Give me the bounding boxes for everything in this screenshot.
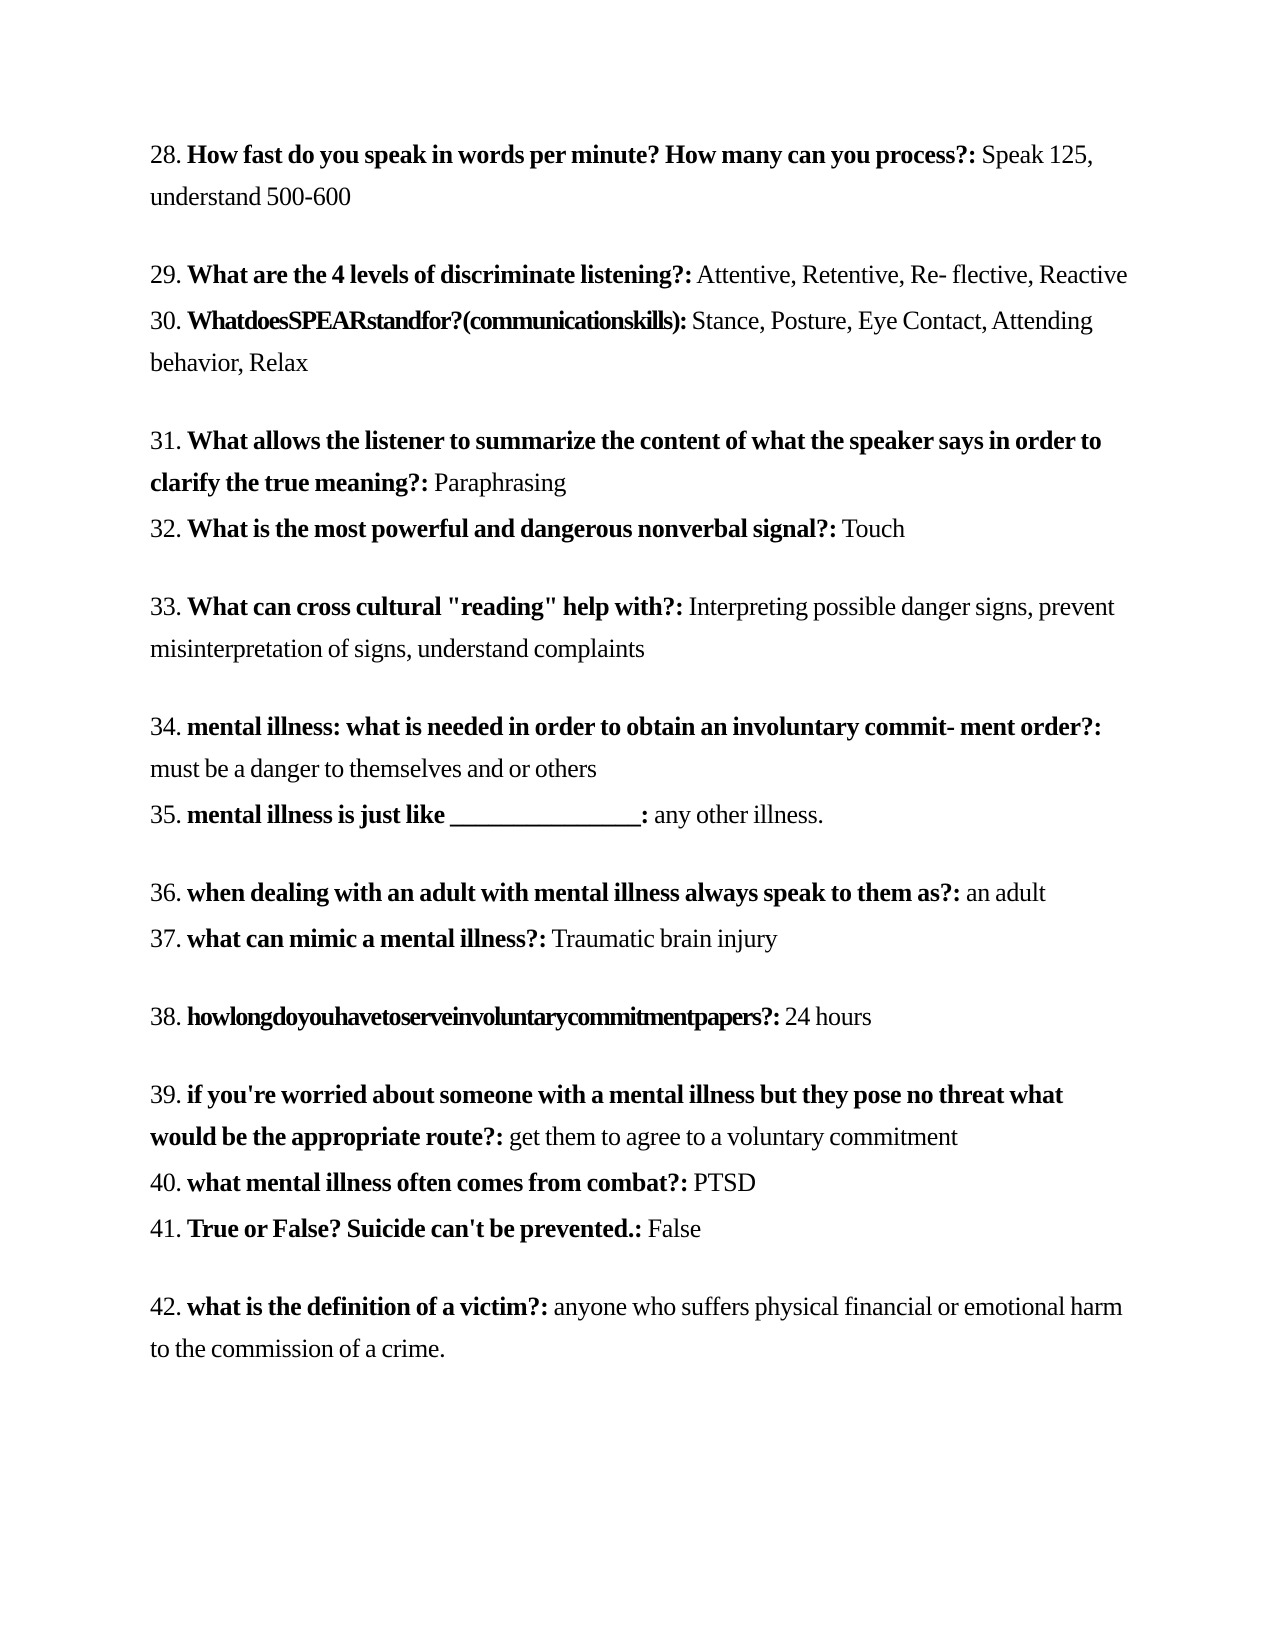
question-text: True or False? Suicide can't be prevented.: [186,1214,643,1243]
answer-text: False [647,1214,701,1243]
answer-text: 24 hours [784,1002,872,1031]
answer-text: Attentive, Retentive, Re- flective, Reactive [696,260,1128,289]
qa-item [150,134,1130,218]
answer-text: get them to agree to a voluntary commitment [508,1122,958,1151]
question-text: how long do you have to serve involuntary commitment papers?: [186,1002,780,1031]
question-number: 35. [150,800,182,829]
question-number: 34. [150,712,182,741]
question-text: What does SPEAR stand for? (communication skills): [186,306,687,335]
answer-text: an adult [965,878,1046,907]
answer-text: Stance, Posture, Eye Contact, Attending behavior, Relax [150,306,1093,377]
qa-item [150,1074,1130,1158]
question-number: 41. [150,1214,182,1243]
qa-item [150,1286,1130,1370]
qa-item [150,1162,1130,1204]
answer-text: must be a danger to themselves and or others [150,754,597,783]
question-number: 31. [150,426,182,455]
answer-text: Traumatic brain injury [551,924,778,953]
question-number: 39. [150,1080,182,1109]
qa-item [150,300,1130,384]
answer-text: Interpreting possible danger signs, prevent misinterpretation of signs, understand complaints [150,592,1115,663]
qa-item [150,996,1130,1038]
question-number: 42. [150,1292,182,1321]
question-text: What allows the listener to summarize the content of what the speaker says in order to clarify the true meaning?: [150,426,1102,497]
question-number: 37. [150,924,182,953]
answer-text: Touch [841,514,905,543]
question-text: What can cross cultural "reading" help with?: [186,592,684,621]
answer-text: Paraphrasing [433,468,567,497]
question-number: 32. [150,514,182,543]
question-text: when dealing with an adult with mental illness always speak to them as?: [186,878,961,907]
question-text: what can mimic a mental illness?: [186,924,547,953]
question-text: mental illness is just like _______________: [186,800,649,829]
question-text: what is the definition of a victim?: [186,1292,549,1321]
question-number: 33. [150,592,182,621]
question-text: what mental illness often comes from combat?: [186,1168,689,1197]
question-text: What is the most powerful and dangerous nonverbal signal?: [186,514,838,543]
question-text: if you're worried about someone with a mental illness but they pose no threat what would be the appropriate route?: [150,1080,1064,1151]
qa-item [150,508,1130,550]
qa-item [150,420,1130,504]
question-text: What are the 4 levels of discriminate listening?: [186,260,693,289]
question-number: 40. [150,1168,182,1197]
answer-text: any other illness. [654,800,824,829]
qa-item [150,706,1130,790]
qa-item [150,872,1130,914]
qa-item [150,254,1130,296]
question-number: 28. [150,140,182,169]
answer-text: anyone who suffers physical financial or emotional harm to the commission of a crime. [150,1292,1123,1363]
answer-text: Speak 125, understand 500-600 [150,140,1094,211]
qa-item [150,586,1130,670]
question-number: 38. [150,1002,182,1031]
qa-item [150,1208,1130,1250]
question-text: How fast do you speak in words per minute? How many can you process?: [186,140,977,169]
question-number: 36. [150,878,182,907]
qa-item [150,918,1130,960]
answer-text: PTSD [693,1168,756,1197]
question-number: 29. [150,260,182,289]
qa-list [150,134,1130,1374]
question-text: mental illness: what is needed in order to obtain an involuntary commit- ment order?: [186,712,1102,741]
qa-item [150,794,1130,836]
question-number: 30. [150,306,182,335]
